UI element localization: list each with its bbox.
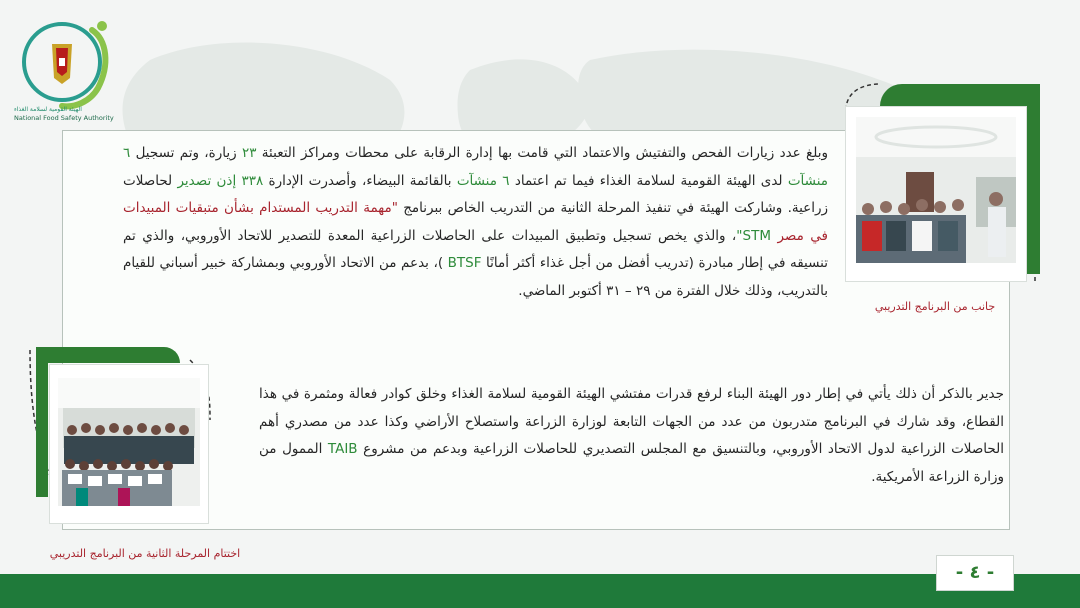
p1-text-5: لحاصلات زراعية. <box>123 172 829 216</box>
p1-export-permits: ٣٣٨ إذن تصدير <box>177 172 264 189</box>
p1-text-8: )، بدعم من الاتحاد الأوروبي وبمشاركة خبير أسباني للقيام بالتدريب، وذلك خلال الفترة من ٢٩ – ٣١ أكتوبر الماضي. <box>123 255 828 299</box>
green-accent-top <box>880 84 1040 106</box>
photo1-caption: جانب من البرنامج التدريبي <box>874 300 996 313</box>
photo2-caption: اختتام المرحلة الثانية من البرنامج التدريبي <box>49 547 241 560</box>
p1-text-4: بالقائمة البيضاء، وأصدرت الإدارة <box>263 172 457 189</box>
p1-program-name: "مهمة التدريب المستدام بشأن متبقيات المبيدات في مصر <box>123 200 829 244</box>
p2-taib: TAIB <box>327 441 358 457</box>
logo-english-name: National Food Safety Authority <box>14 114 114 122</box>
p1-text-7: ، والذي يخص تسجيل وتطبيق المبيدات على الحاصلات الزراعية المعدة للتصدير للاتحاد الأوروبي، والذي تم تنسيقه في إطار مبادرة (تدريب أفضل من أجل غذاء أكثر أمانًا <box>123 227 828 271</box>
green-accent-right <box>1026 84 1040 274</box>
p1-text-3: لدى الهيئة القومية لسلامة الغذاء فيما تم اعتماد <box>509 172 788 189</box>
training-session-photo <box>856 117 1016 263</box>
p1-text-1: وبلغ عدد زيارات الفحص والتفتيش والاعتماد التي قامت بها إدارة الرقابة على محطات ومراكز التعبئة <box>256 145 828 161</box>
paragraph-1 <box>123 140 828 305</box>
p2-text-1: جدير بالذكر أن ذلك يأتي في إطار دور الهيئة البناء لرفع قدرات مفتشي الهيئة القومية لسلامة الغذاء وخلق كوادر فعالة ومثمرة في هذا القطاع، وقد شارك في البرنامج متدربون من عدد من الجهات التابعة لوزارة الزراعة واستصلاح الأراضي وكذا عدد من مصدري أهم الحاصلات الزراعية لدول الاتحاد الأوروبي، وبالتنسيق مع المجلس التصديري للحاصلات الزراعية وبدعم من مشروع <box>259 386 1004 457</box>
p2-text-2: الممول من وزارة الزراعة الأمريكية. <box>259 441 1004 485</box>
p1-visits-count: ٢٣ <box>241 145 257 161</box>
paragraph-2 <box>259 381 1004 491</box>
p1-text-2: زيارة، وتم تسجيل <box>130 145 242 161</box>
footer-bar <box>0 574 1080 608</box>
p1-approved-facilities: ٦ منشآت <box>456 172 510 189</box>
p1-text-6: وشاركت الهيئة في تنفيذ المرحلة الثانية من التدريب الخاص ببرنامج <box>397 200 788 216</box>
page-number: - ٤ - <box>936 555 1014 591</box>
p1-btsf: BTSF <box>447 255 482 271</box>
p1-stm: STM" <box>736 227 778 244</box>
training-closing-photo <box>58 378 200 506</box>
logo-arabic-name: الهيئة القومية لسلامة الغذاء <box>14 106 82 113</box>
green-accent-left <box>36 347 48 497</box>
p1-registered-facilities: ٦ منشآت <box>123 145 829 189</box>
green-accent-left-top <box>36 347 180 363</box>
